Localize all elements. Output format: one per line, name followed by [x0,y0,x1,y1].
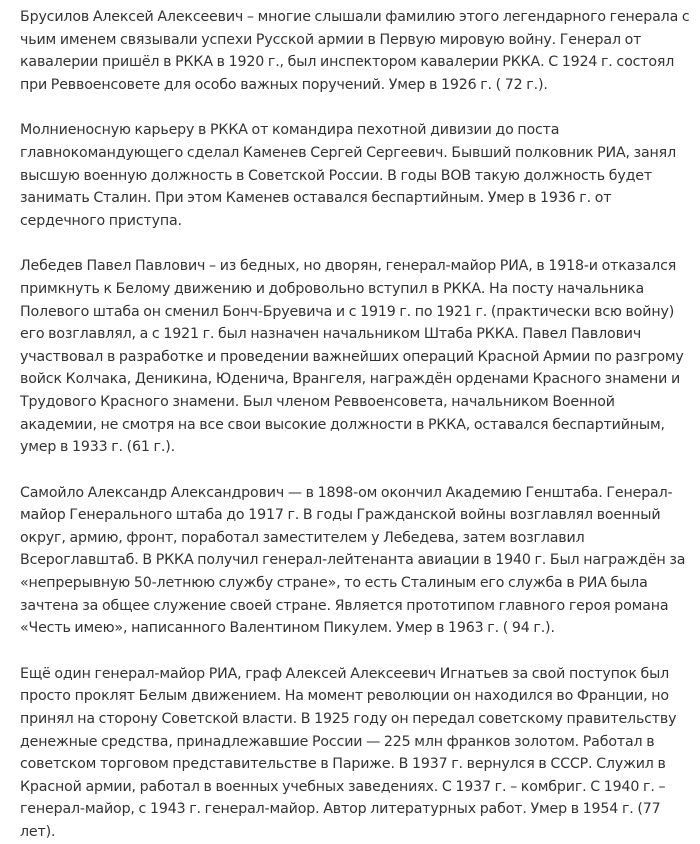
paragraph-lebedev: Лебедев Павел Павлович – из бедных, но дворян, генерал-майор РИА, в 1918-и отказался примкнуть к Белому движению и добровольно вступил в РККА. На посту начальника Полевого штаба он сменил Бонч-Бруевича и с 1919 г. по 1921 г. (практически всю войну) его возглавлял, а с 1921 г. был назначен начальником Штаба РККА. Павел Павлович участвовал в разработке и проведении важнейших операций Красной Армии по разгрому войск Колчака, Деникина, Юденича, Врангеля, награждён орденами Красного знамени и Трудового Красного знамени. Был членом Реввоенсовета, начальником Военной академии, не смотря на все свои высокие должности в РККА, оставался беспартийным, умер в 1933 г. (61 г.). [20,258,684,456]
paragraph-samoilo: Самойло Александр Александрович — в 1898-ом окончил Академию Генштаба. Генерал-майор Генерального штаба до 1917 г. В годы Гражданской войны возглавлял военный округ, армию, фронт, поработал заместителем у Лебедева, затем возглавил Всероглавштаб. В РККА получил генерал-лейтенанта авиации в 1940 г. Был награждён за «непрерывную 50-летнюю службу стране», то есть Сталиным его служба в РИА была зачтена за общее служение своей стране. Является прототипом главного героя романа «Честь имею», написанного Валентином Пикулем. Умер в 1963 г. ( 94 г.). [20,484,686,637]
paragraph-ignatiev: Ещё один генерал-майор РИА, граф Алексей Алексеевич Игнатьев за свой поступок был просто проклят Белым движением. На момент революции он находился во Франции, но принял на сторону Советской власти. В 1925 году он передал советскому правительству денежные средства, принадлежавшие России — 225 млн франков золотом. Работал в советском торговом представительстве в Париже. В 1937 г. вернулся в СССР. Служил в Красной армии, работал в военных учебных заведениях. С 1937 г. – комбриг. С 1940 г. – генерал-майор, с 1943 г. генерал-майор. Автор литературных работ. Умер в 1954 г. (77 лет). [20,665,677,840]
paragraph-kamenev: Молниеносную карьеру в РККА от командира пехотной дивизии до поста главнокомандующего сделал Каменев Сергей Сергеевич. Бывший полковник РИА, занял высшую военную должность в Советской России. В годы ВОВ такую должность будет занимать Сталин. При этом Каменев оставался беспартийным. Умер в 1936 г. от сердечного приступа. [20,122,676,229]
paragraph-brusilov: Брусилов Алексей Алексеевич – многие слышали фамилию этого легендарного генерала с чьим именем связывали успехи Русской армии в Первую мировую войну. Генерал от кавалерии пришёл в РККА в 1920 г., был инспектором кавалерии РККА. С 1924 г. состоял при Реввоенсовете для особо важных поручений. Умер в 1926 г. ( 72 г.). [20,9,690,93]
